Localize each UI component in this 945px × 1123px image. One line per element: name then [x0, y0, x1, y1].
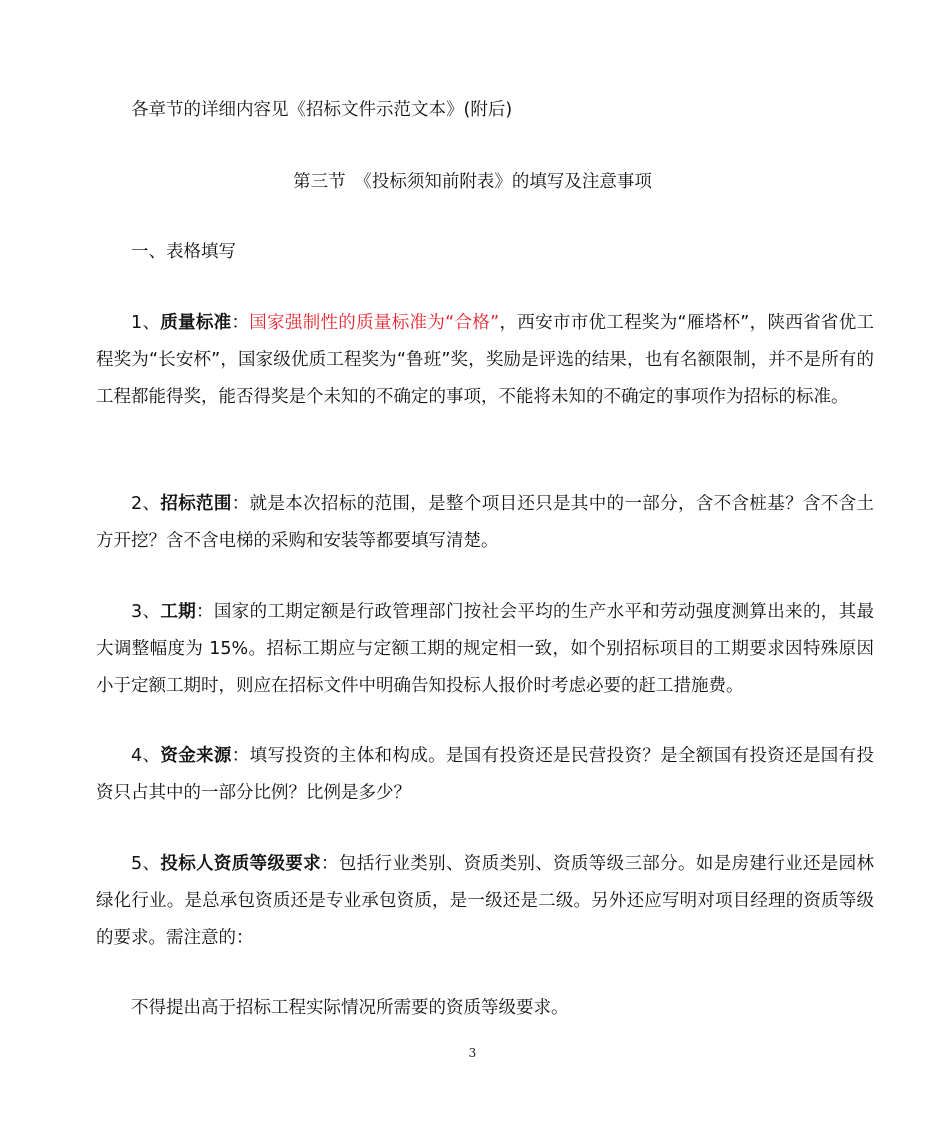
item-number: 5、	[131, 854, 161, 874]
intro-paragraph: 各章节的详细内容见《招标文件示范文本》(附后)	[131, 100, 513, 120]
item-text: ：包括行业类别、资质类别、资质等级三部分。如是房建行业还是园林绿化行业。是总承包资质还是专业承包资质，是一级还是二级。另外还应写明对项目经理的资质等级的要求。需注意的：	[96, 854, 875, 948]
highlighted-text: 国家强制性的质量标准为“合格”	[249, 313, 500, 333]
item-term: 工期	[160, 602, 197, 622]
item-colon: ：	[231, 313, 250, 333]
item-text: ：国家的工期定额是行政管理部门按社会平均的生产水平和劳动强度测算出来的，其最大调整幅度为 15%。招标工期应与定额工期的规定相一致，如个别招标项目的工期要求因特殊原因小于定额工期时，则应在招标文件中明确告知投标人报价时考虑必要的赶工措施费。	[96, 602, 875, 696]
item-duration	[96, 594, 874, 705]
item-quality-standard	[96, 305, 874, 416]
subsection-heading: 一、表格填写	[131, 242, 236, 262]
note-paragraph: 不得提出高于招标工程实际情况所需要的资质等级要求。	[131, 998, 569, 1018]
item-number: 1、	[131, 313, 161, 333]
item-term: 招标范围	[160, 494, 232, 514]
item-text: ：就是本次招标的范围，是整个项目还只是其中的一部分，含不含桩基？含不含土方开挖？含不含电梯的采购和安装等都要填写清楚。	[96, 494, 875, 551]
item-term: 资金来源	[160, 746, 232, 766]
item-funding-source	[96, 738, 874, 812]
item-term: 投标人资质等级要求	[160, 854, 321, 874]
item-number: 4、	[131, 746, 161, 766]
item-bid-scope	[96, 486, 874, 560]
item-term: 质量标准	[160, 313, 232, 333]
item-number: 2、	[131, 494, 161, 514]
item-text: ：填写投资的主体和构成。是国有投资还是民营投资？是全额国有投资还是国有投资只占其中的一部分比例？比例是多少？	[96, 746, 875, 803]
item-qualification	[96, 846, 874, 957]
item-number: 3、	[131, 602, 161, 622]
item-text: ，西安市市优工程奖为“雁塔杯”，陕西省省优工程奖为“长安杯”，国家级优质工程奖为“鲁班”奖，奖励是评选的结果，也有名额限制，并不是所有的工程都能得奖，能否得奖是个未知的不确定的事项，不能将未知的不确定的事项作为招标的标准。	[96, 313, 874, 407]
page-number: 3	[468, 1046, 477, 1060]
section-title: 第三节 《投标须知前附表》的填写及注意事项	[293, 172, 652, 192]
